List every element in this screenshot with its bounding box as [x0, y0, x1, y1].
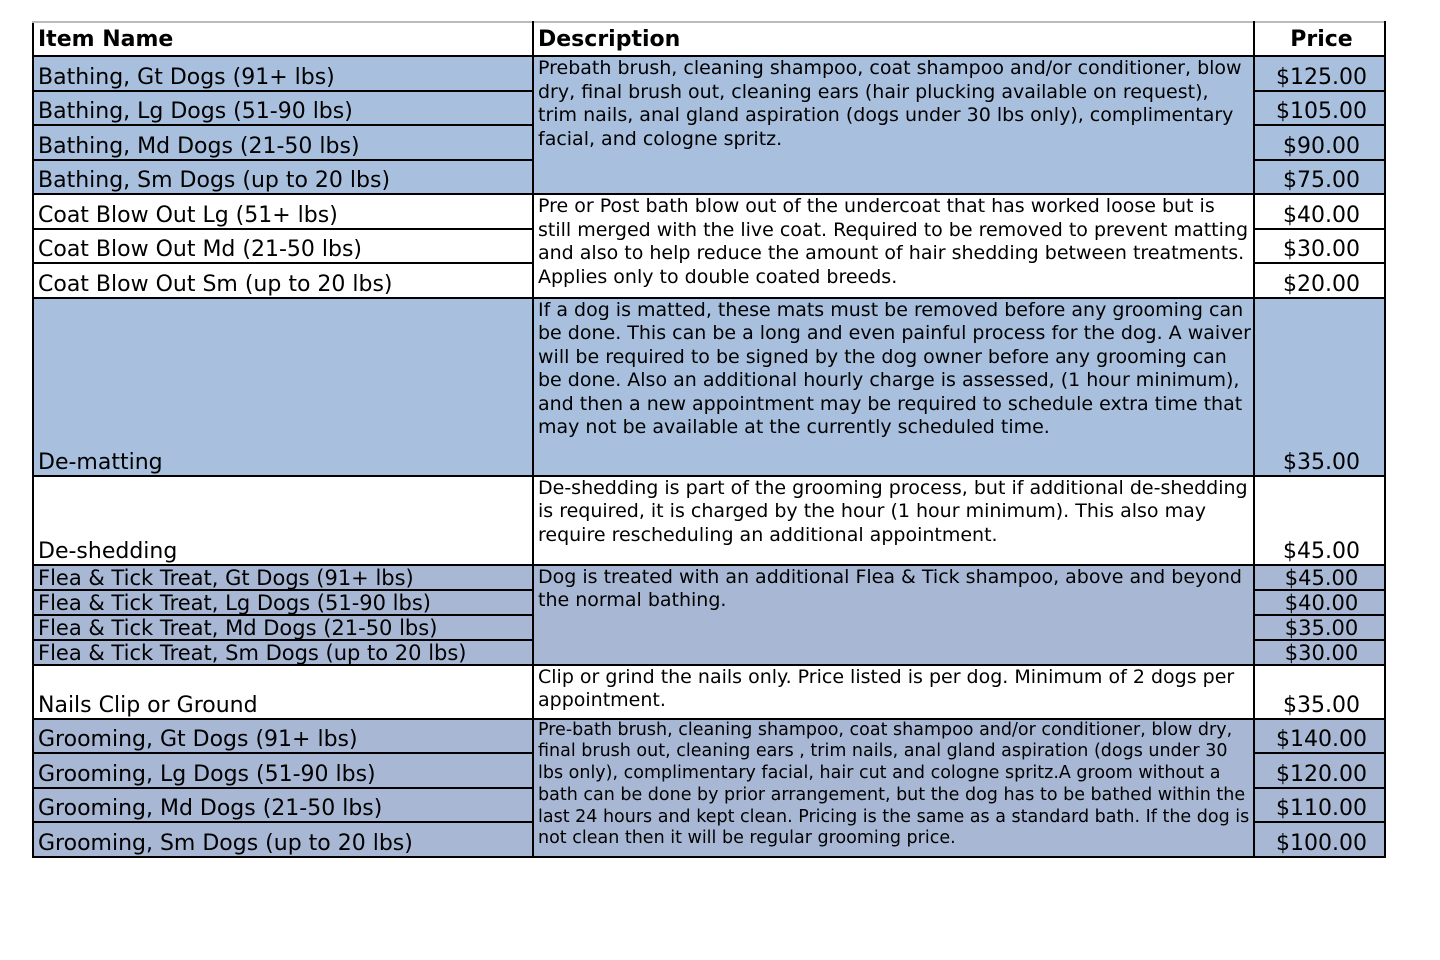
- table-row: [33, 298, 1385, 476]
- item-name: Grooming, Md Dogs (21-50 lbs): [33, 788, 533, 823]
- price: $90.00: [1254, 125, 1385, 160]
- description-bathing: Prebath brush, cleaning shampoo, coat shampoo and/or conditioner, blow dry, final brush out, cleaning ears (hair plucking available on request), trim nails, anal gland aspiration (dogs under 30 lbs only), complimentary facial, and cologne spritz.: [533, 56, 1254, 194]
- item-name: Coat Blow Out Sm (up to 20 lbs): [33, 263, 533, 298]
- item-name: Bathing, Gt Dogs (91+ lbs): [33, 56, 533, 91]
- header-item-name: Item Name: [33, 22, 533, 56]
- item-name: Grooming, Sm Dogs (up to 20 lbs): [33, 822, 533, 857]
- item-name: Grooming, Lg Dogs (51-90 lbs): [33, 753, 533, 788]
- price: $45.00: [1254, 476, 1385, 565]
- price: $140.00: [1254, 719, 1385, 754]
- price-table: [32, 21, 1386, 858]
- price: $40.00: [1254, 194, 1385, 229]
- description-grooming: Pre-bath brush, cleaning shampoo, coat shampoo and/or conditioner, blow dry, final brush out, cleaning ears , trim nails, anal gland aspiration (dogs under 30 lbs only), complimentary facial, hair cut and cologne spritz.A groom without a bath can be done by prior arrangement, but the dog has to be bathed within the last 24 hours and kept clean. Pricing is the same as a standard bath. If the dog is not clean then it will be regular grooming price.: [533, 719, 1254, 857]
- table-row: [33, 56, 1385, 91]
- price: $30.00: [1254, 640, 1385, 665]
- description-deshedding: De-shedding is part of the grooming process, but if additional de-shedding is required, it is charged by the hour (1 hour minimum). This also may require rescheduling an additional appointment.: [533, 476, 1254, 565]
- item-name: De-matting: [33, 298, 533, 476]
- price: $40.00: [1254, 590, 1385, 615]
- table-row: [33, 476, 1385, 565]
- description-dematting: If a dog is matted, these mats must be removed before any grooming can be done. This can be a long and even painful process for the dog. A waiver will be required to be signed by the dog owner before any grooming can be done. Also an additional hourly charge is assessed, (1 hour minimum), and then a new appointment may be required to schedule extra time that may not be available at the currently scheduled time.: [533, 298, 1254, 476]
- price: $100.00: [1254, 822, 1385, 857]
- description-nails: Clip or grind the nails only. Price listed is per dog. Minimum of 2 dogs per appointment.: [533, 665, 1254, 719]
- price: $30.00: [1254, 229, 1385, 264]
- table-row: [33, 719, 1385, 754]
- item-name: Coat Blow Out Md (21-50 lbs): [33, 229, 533, 264]
- item-name: Nails Clip or Ground: [33, 665, 533, 719]
- price: $35.00: [1254, 615, 1385, 640]
- table-row: [33, 194, 1385, 229]
- item-name: Flea & Tick Treat, Md Dogs (21-50 lbs): [33, 615, 533, 640]
- price: $35.00: [1254, 298, 1385, 476]
- price: $75.00: [1254, 160, 1385, 195]
- item-name: De-shedding: [33, 476, 533, 565]
- item-name: Bathing, Lg Dogs (51-90 lbs): [33, 91, 533, 126]
- table-row: [33, 665, 1385, 719]
- description-coat-blow-out: Pre or Post bath blow out of the undercoat that has worked loose but is still merged with the live coat. Required to be removed to prevent matting and also to help reduce the amount of hair shedding between treatments. Applies only to double coated breeds.: [533, 194, 1254, 298]
- item-name: Bathing, Md Dogs (21-50 lbs): [33, 125, 533, 160]
- header-description: Description: [533, 22, 1254, 56]
- price: $110.00: [1254, 788, 1385, 823]
- header-price: Price: [1254, 22, 1385, 56]
- item-name: Flea & Tick Treat, Lg Dogs (51-90 lbs): [33, 590, 533, 615]
- price: $45.00: [1254, 565, 1385, 590]
- price: $120.00: [1254, 753, 1385, 788]
- description-flea-tick: Dog is treated with an additional Flea & Tick shampoo, above and beyond the normal bathing.: [533, 565, 1254, 665]
- item-name: Flea & Tick Treat, Gt Dogs (91+ lbs): [33, 565, 533, 590]
- price: $105.00: [1254, 91, 1385, 126]
- price: $35.00: [1254, 665, 1385, 719]
- price: $20.00: [1254, 263, 1385, 298]
- item-name: Flea & Tick Treat, Sm Dogs (up to 20 lbs): [33, 640, 533, 665]
- item-name: Bathing, Sm Dogs (up to 20 lbs): [33, 160, 533, 195]
- item-name: Grooming, Gt Dogs (91+ lbs): [33, 719, 533, 754]
- table-row: [33, 565, 1385, 590]
- header-row: [33, 22, 1385, 56]
- price: $125.00: [1254, 56, 1385, 91]
- item-name: Coat Blow Out Lg (51+ lbs): [33, 194, 533, 229]
